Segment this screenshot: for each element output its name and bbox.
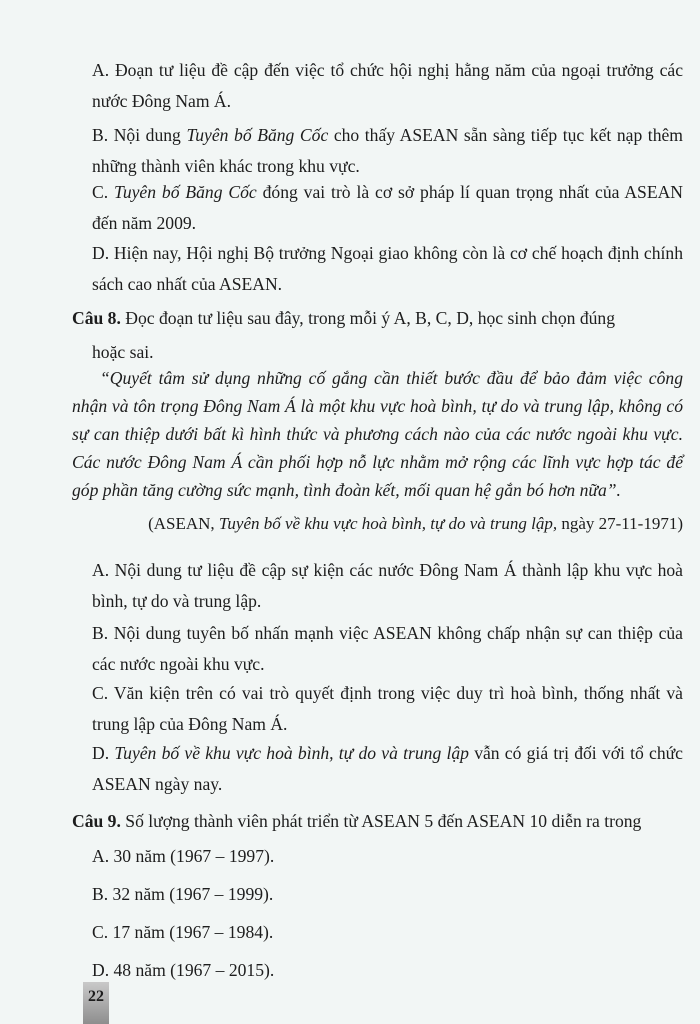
text: Số lượng thành viên phát triển từ ASEAN 5 đến ASEAN 10 diễn ra trong (120, 811, 642, 831)
italic-title: Tuyên bố Băng Cốc (114, 182, 257, 202)
q8-option-b: B. Nội dung tuyên bố nhấn mạnh việc ASEAN không chấp nhận sự can thiệp của các nước ngoài khu vực. (92, 623, 683, 674)
text: (ASEAN, (148, 514, 219, 533)
question-label: Câu 8. (72, 308, 121, 328)
text: D. (92, 743, 115, 763)
question-label: Câu 9. (72, 811, 121, 831)
q7-option-b (92, 120, 683, 182)
italic-title: Tuyên bố về khu vực hoà bình, tự do và trung lập (114, 743, 469, 763)
q8-option-a: A. Nội dung tư liệu đề cập sự kiện các nước Đông Nam Á thành lập khu vực hoà bình, tự do và trung lập. (92, 560, 683, 611)
q8-option-d (92, 738, 683, 800)
italic-title: Tuyên bố về khu vực hoà bình, tự do và trung lập, (218, 514, 558, 533)
q9-option-d: D. 48 năm (1967 – 2015). (92, 960, 275, 980)
text: C. (92, 182, 115, 202)
page-number: 22 (83, 982, 109, 1024)
text: B. Nội dung (92, 125, 187, 145)
question-8-prompt (72, 301, 683, 369)
italic-title: Tuyên bố Băng Cốc (186, 125, 329, 145)
q9-option-a: A. 30 năm (1967 – 1997). (92, 846, 275, 866)
q9-option-b: B. 32 năm (1967 – 1999). (92, 884, 274, 904)
quote-text: “Quyết tâm sử dụng những cố gắng cần thiết bước đầu để bảo đảm việc công nhận và tôn trọng Đông Nam Á là một khu vực hoà bình, tự do và trung lập, không có sự can thiệp dưới bất kì hình thức và phương cách nào của các nước ngoài khu vực. Các nước Đông Nam Á cần phối hợp nỗ lực nhằm mở rộng các lĩnh vực hợp tác để góp phần tăng cường sức mạnh, tình đoàn kết, mối quan hệ gắn bó hơn nữa”. (72, 368, 683, 500)
q7-option-a: A. Đoạn tư liệu đề cập đến việc tổ chức hội nghị hằng năm của ngoại trưởng các nước Đông Nam Á. (92, 60, 683, 111)
text: Đọc đoạn tư liệu sau đây, trong mỗi ý A, B, C, D, học sinh chọn đúng (120, 308, 616, 328)
text: đóng vai trò là cơ sở pháp lí quan trọng nhất của ASEAN đến năm 2009. (92, 182, 684, 233)
q7-option-d: D. Hiện nay, Hội nghị Bộ trưởng Ngoại giao không còn là cơ chế hoạch định chính sách cao nhất của ASEAN. (92, 243, 683, 294)
q7-option-c (92, 177, 683, 239)
text: vẫn có giá trị đối với tổ chức ASEAN ngày nay. (92, 743, 683, 794)
text: hoặc sai. (92, 342, 154, 362)
text: cho thấy ASEAN sẵn sàng tiếp tục kết nạp thêm những thành viên khác trong khu vực. (92, 125, 683, 176)
text: ngày 27-11-1971) (557, 514, 683, 533)
question-9-prompt (72, 809, 683, 833)
q8-option-c: C. Văn kiện trên có vai trò quyết định trong việc duy trì hoà bình, thống nhất và trung lập của Đông Nam Á. (92, 683, 683, 734)
quote-citation (148, 514, 683, 534)
q9-option-c: C. 17 năm (1967 – 1984). (92, 922, 274, 942)
